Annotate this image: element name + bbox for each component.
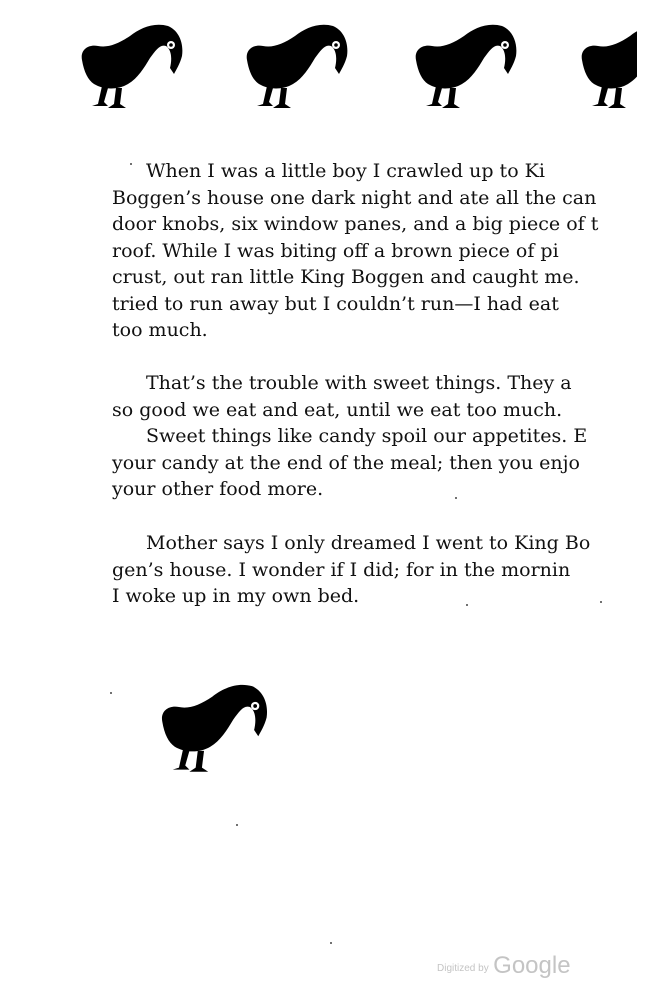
bird-silhouette-icon xyxy=(158,682,273,778)
paragraph-1 xyxy=(112,158,663,344)
text-line: tried to run away but I couldn’t run—I had eat xyxy=(112,292,559,315)
bird-silhouette-icon xyxy=(412,22,522,114)
paragraph-3 xyxy=(112,423,663,503)
text-line: When I was a little boy I crawled up to Ki xyxy=(146,160,545,182)
scan-speck xyxy=(110,692,112,694)
text-line: your candy at the end of the meal; then you enjo xyxy=(112,451,580,474)
text-line: That’s the trouble with sweet things. They a xyxy=(146,372,572,394)
paragraph-2 xyxy=(112,370,663,423)
text-line: roof. While I was biting off a brown piece of pi xyxy=(112,239,559,262)
text-line: Sweet things like candy spoil our appetites. E xyxy=(146,425,588,447)
scan-speck xyxy=(466,604,468,606)
text-line: gen’s house. I wonder if I did; for in the mornin xyxy=(112,558,571,581)
text-line: door knobs, six window panes, and a big piece of t xyxy=(112,213,599,235)
text-line: crust, out ran little King Boggen and caught me. xyxy=(112,266,580,288)
bird-silhouette-icon xyxy=(243,22,353,114)
text-line: too much. xyxy=(112,319,208,341)
scan-speck xyxy=(600,601,602,603)
text-line: Mother says I only dreamed I went to King Bo xyxy=(146,532,591,554)
bird-silhouette-icon xyxy=(78,22,188,114)
page-crop-edge xyxy=(637,0,663,1000)
text-line: your other food more. xyxy=(112,478,324,500)
paragraph-4 xyxy=(112,530,663,610)
digitized-by-google-watermark xyxy=(437,952,571,980)
scan-speck xyxy=(130,163,132,165)
text-line: Boggen’s house one dark night and ate all the can xyxy=(112,186,597,209)
text-line: I woke up in my own bed. xyxy=(112,585,360,607)
scan-speck xyxy=(236,824,238,826)
watermark-brand: Google xyxy=(493,952,571,979)
scan-speck xyxy=(330,942,332,944)
watermark-prefix: Digitized by xyxy=(437,963,489,974)
scan-speck xyxy=(455,497,457,499)
text-line: so good we eat and eat, until we eat too much. xyxy=(112,398,563,421)
